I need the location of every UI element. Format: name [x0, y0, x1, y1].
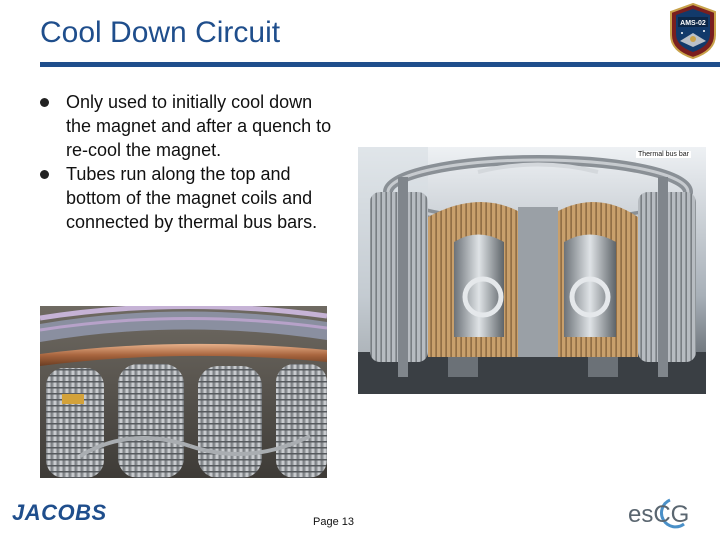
magnet-assembly-photo — [358, 147, 706, 394]
coil-tubes-photo — [40, 306, 327, 478]
title-rule — [40, 62, 720, 67]
bullet-dot-icon — [40, 98, 49, 107]
bullet-text: Tubes run along the top and bottom of the magnet coils and connected by thermal bus bars. — [66, 164, 318, 232]
escg-logo — [626, 494, 706, 530]
thermal-bus-bar-callout: Thermal bus bar — [638, 151, 689, 158]
jacobs-logo: JACOBS — [12, 500, 107, 525]
ams-02-mission-patch-logo — [668, 3, 718, 59]
bullet-item — [40, 90, 340, 162]
mission-patch-label: AMS-02 — [680, 20, 706, 27]
slide-title: Cool Down Circuit — [40, 16, 281, 49]
page-number: Page 13 — [313, 516, 354, 528]
bullet-list — [40, 90, 340, 234]
bullet-dot-icon — [40, 170, 49, 179]
bullet-text: Only used to initially cool down the magnet and after a quench to re-cool the magnet. — [66, 92, 332, 160]
escg-logo-text: esCG — [628, 501, 690, 528]
bullet-item — [40, 162, 340, 234]
